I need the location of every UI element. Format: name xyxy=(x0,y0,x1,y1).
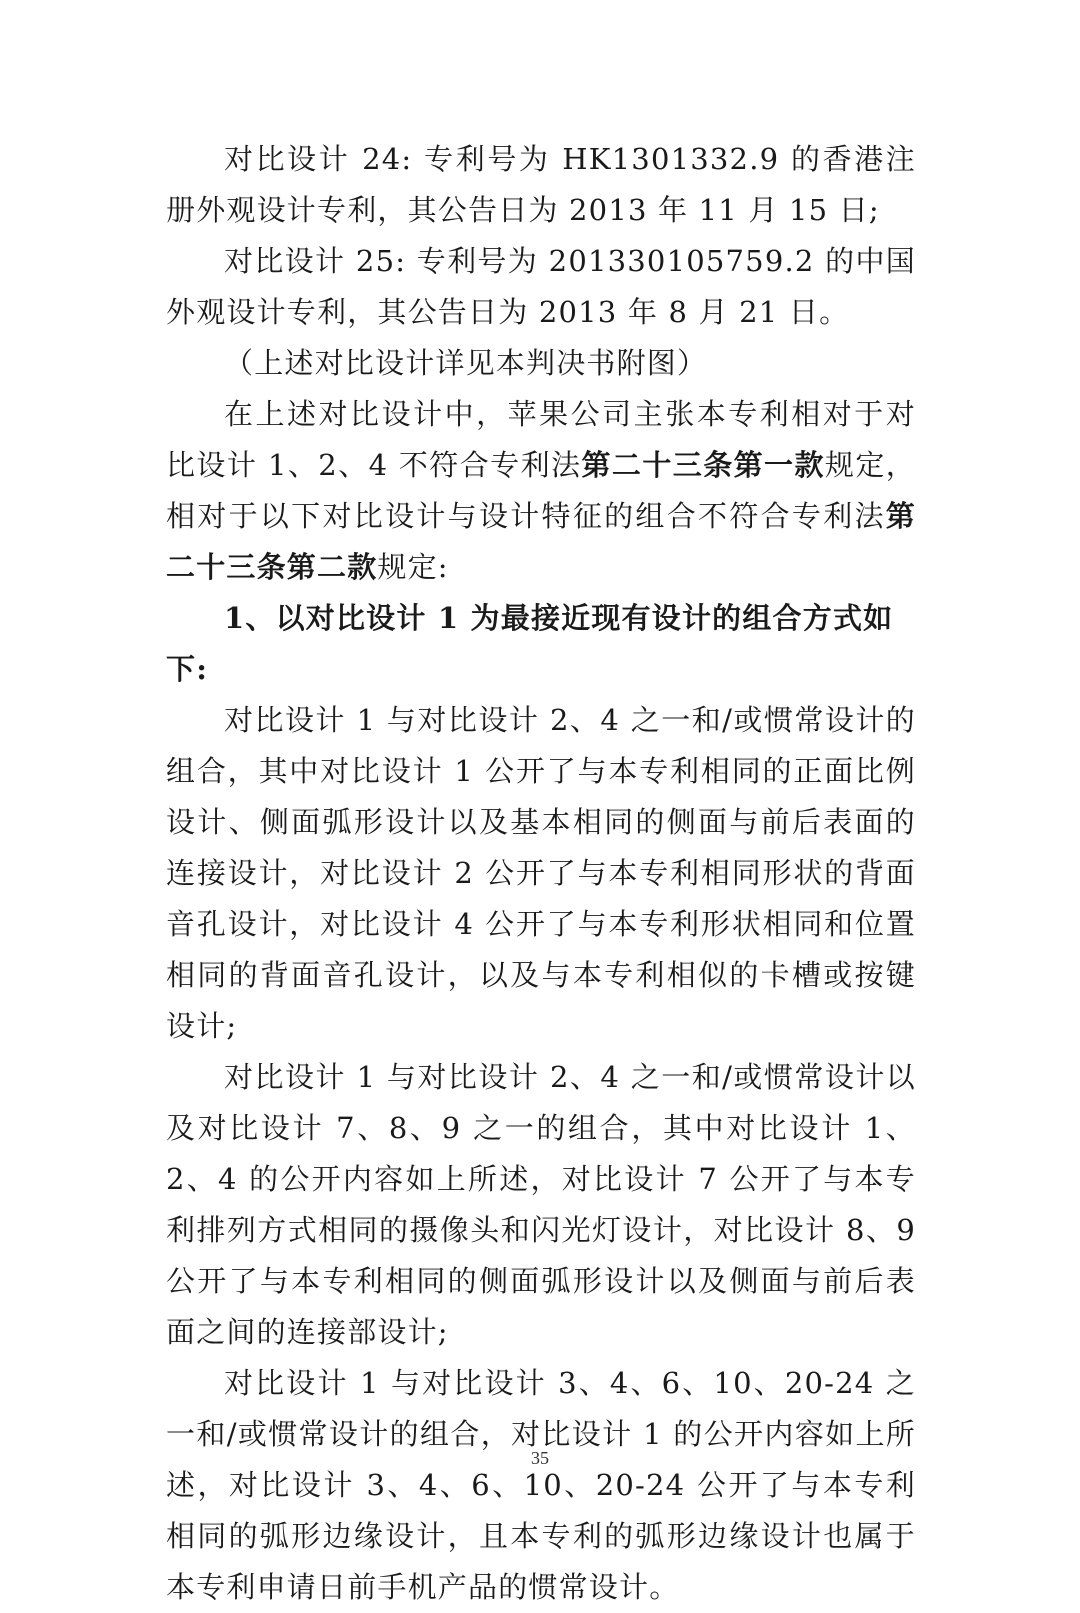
paragraph-figure-note: （上述对比设计详见本判决书附图） xyxy=(224,346,708,380)
paragraph-combination-b: 对比设计 1 与对比设计 2、4 之一和/或惯常设计以及对比设计 7、8、9 之一的组合，其中对比设计 1、2、4 的公开内容如上所述，对比设计 7 公开了与本专利排列方式相同的摄像头和闪光灯设计，对比设计 8、9 公开了与本专利相同的侧面弧形设计以及侧面与前后表面之间的连接部设计; xyxy=(166,1060,916,1349)
claims-article-23-para-1: 第二十三条第一款 xyxy=(581,448,825,482)
claims-text-part-1: 在上述对比设计中，苹果公司主张本专利相对于对比设计 1、2、4 不符合专利法 xyxy=(166,397,916,482)
paragraph-comparison-design-25: 对比设计 25: 专利号为 201330105759.2 的中国外观设计专利，其公告日为 2013 年 8 月 21 日。 xyxy=(166,244,916,329)
page-number: 35 xyxy=(531,1448,549,1468)
claims-text-part-3: 规定: xyxy=(377,550,449,584)
paragraph-combination-c: 对比设计 1 与对比设计 3、4、6、10、20-24 之一和/或惯常设计的组合，对比设计 1 的公开内容如上所述，对比设计 3、4、6、10、20-24 公开了与本专利相同的弧形边缘设计，且本专利的弧形边缘设计也属于本专利申请日前手机产品的惯常设计。 xyxy=(166,1366,916,1604)
document-body xyxy=(166,134,916,1613)
paragraph-comparison-design-24: 对比设计 24: 专利号为 HK1301332.9 的香港注册外观设计专利，其公告日为 2013 年 11 月 15 日; xyxy=(166,142,916,227)
claims-text-part-2: 规定，相对于以下对比设计与设计特征的组合不符合专利法 xyxy=(166,448,916,533)
claims-article-23-para-2: 第二十三条第二款 xyxy=(166,499,916,584)
paragraph-combination-a: 对比设计 1 与对比设计 2、4 之一和/或惯常设计的组合，其中对比设计 1 公开了与本专利相同的正面比例设计、侧面弧形设计以及基本相同的侧面与前后表面的连接设计，对比设计 2 公开了与本专利相同形状的背面音孔设计，对比设计 4 公开了与本专利形状相同和位置相同的背面音孔设计，以及与本专利相似的卡槽或按键设计; xyxy=(166,703,916,1043)
paragraph-apple-claims xyxy=(166,389,916,593)
section-heading-combination-1: 1、以对比设计 1 为最接近现有设计的组合方式如下: xyxy=(166,601,894,686)
